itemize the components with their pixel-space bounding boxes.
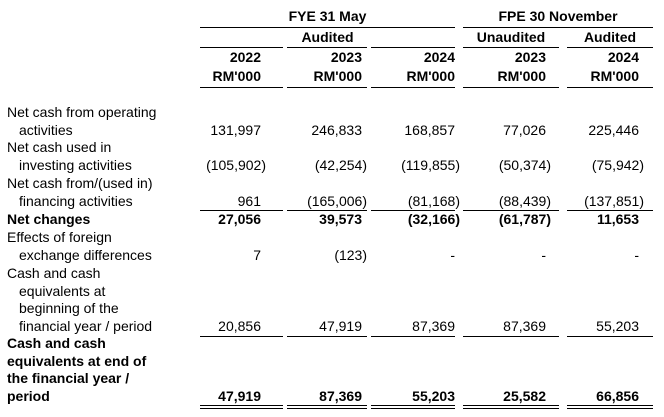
table-cell: (50,374) — [498, 157, 551, 173]
header-divider — [371, 87, 455, 88]
table-cell: 66,856 — [596, 388, 639, 404]
header-divider — [463, 27, 653, 28]
header-divider — [463, 87, 559, 88]
table-cell: (32,166) — [407, 211, 460, 227]
row-label-closing-cash — [7, 335, 197, 405]
table-cell: (88,439) — [498, 193, 551, 209]
label-line: period — [7, 387, 50, 404]
header-divider — [567, 87, 653, 88]
label-line: the financial year / — [7, 370, 130, 387]
total-double-rule — [287, 408, 367, 409]
table-cell: 77,026 — [503, 122, 546, 138]
table-cell: 131,997 — [210, 122, 261, 138]
header-audited: Audited — [301, 29, 354, 45]
unit-header: RM'000 — [406, 68, 455, 84]
row-label-investing — [7, 139, 197, 174]
table-cell: - — [634, 247, 639, 263]
table-cell: (81,168) — [407, 193, 460, 209]
total-double-rule — [371, 405, 455, 406]
label-line: financial year / period — [19, 317, 153, 334]
label-line: Net cash from operating — [7, 104, 157, 120]
table-cell: 246,833 — [311, 122, 362, 138]
header-divider — [371, 47, 455, 48]
total-double-rule — [567, 408, 653, 409]
table-cell: 47,919 — [319, 318, 362, 334]
header-divider — [567, 47, 653, 48]
table-cell: 87,369 — [412, 318, 455, 334]
subtotal-rule — [463, 336, 559, 337]
subtotal-rule — [371, 336, 455, 337]
header-divider — [200, 27, 455, 28]
table-cell: 47,919 — [218, 388, 261, 404]
total-double-rule — [371, 408, 455, 409]
total-double-rule — [567, 405, 653, 406]
table-cell: - — [450, 247, 455, 263]
subtotal-rule — [200, 336, 283, 337]
total-double-rule — [200, 405, 283, 406]
table-cell: 55,203 — [412, 388, 455, 404]
row-label-financing — [7, 175, 197, 210]
label-line: Net changes — [7, 211, 91, 227]
unit-header: RM'000 — [497, 68, 546, 84]
table-cell: 39,573 — [319, 211, 362, 227]
label-line: financing activities — [19, 192, 133, 209]
table-cell: 961 — [237, 193, 261, 209]
year-header: 2023 — [514, 49, 546, 65]
table-cell: (61,787) — [498, 211, 551, 227]
table-cell: (137,851) — [584, 193, 644, 209]
header-divider — [200, 87, 283, 88]
table-cell: (119,855) — [401, 157, 460, 173]
table-cell: (123) — [334, 247, 367, 263]
unit-header: RM'000 — [590, 68, 639, 84]
label-line: exchange differences — [19, 246, 152, 263]
label-line: Effects of foreign — [7, 229, 112, 245]
label-line: investing activities — [19, 156, 132, 173]
year-header: 2024 — [607, 49, 639, 65]
year-header: 2023 — [330, 49, 362, 65]
header-audited: Audited — [583, 29, 637, 45]
table-cell: 27,056 — [218, 211, 261, 227]
year-header: 2022 — [229, 49, 261, 65]
row-label-opening-cash — [7, 265, 197, 335]
header-divider — [200, 47, 283, 48]
subtotal-rule — [567, 336, 653, 337]
table-cell: 87,369 — [319, 388, 362, 404]
row-label-net-changes — [7, 211, 197, 229]
table-cell: 11,653 — [596, 211, 639, 227]
table-cell: (105,902) — [206, 157, 266, 173]
header-divider — [287, 87, 367, 88]
unit-header: RM'000 — [212, 68, 261, 84]
table-cell: 55,203 — [596, 318, 639, 334]
total-double-rule — [463, 405, 559, 406]
table-cell: 25,582 — [503, 388, 546, 404]
table-cell: 20,856 — [218, 318, 261, 334]
label-line: equivalents at end of — [7, 352, 147, 369]
header-unaudited: Unaudited — [476, 29, 546, 45]
total-double-rule — [287, 405, 367, 406]
table-cell: (165,006) — [307, 193, 367, 209]
total-double-rule — [463, 408, 559, 409]
header-group-fye: FYE 31 May — [288, 8, 367, 24]
label-line: equivalents at — [19, 282, 106, 299]
label-line: beginning of the — [19, 300, 119, 317]
table-cell: 87,369 — [503, 318, 546, 334]
year-header: 2024 — [423, 49, 455, 65]
row-label-operating — [7, 104, 197, 139]
label-line: Net cash used in — [7, 139, 112, 155]
subtotal-rule — [287, 336, 367, 337]
header-divider — [463, 47, 559, 48]
label-line: Net cash from/(used in) — [7, 175, 153, 191]
total-double-rule — [200, 408, 283, 409]
header-divider — [287, 47, 367, 48]
row-label-fx-effects — [7, 229, 197, 264]
label-line: Cash and cash — [7, 335, 106, 351]
table-cell: - — [541, 247, 546, 263]
table-cell: (42,254) — [314, 157, 367, 173]
unit-header: RM'000 — [313, 68, 362, 84]
table-cell: (75,942) — [591, 157, 644, 173]
label-line: activities — [19, 121, 73, 138]
table-cell: 7 — [253, 247, 261, 263]
table-cell: 168,857 — [404, 122, 455, 138]
table-cell: 225,446 — [588, 122, 639, 138]
header-group-fpe: FPE 30 November — [498, 8, 618, 24]
label-line: Cash and cash — [7, 265, 101, 281]
